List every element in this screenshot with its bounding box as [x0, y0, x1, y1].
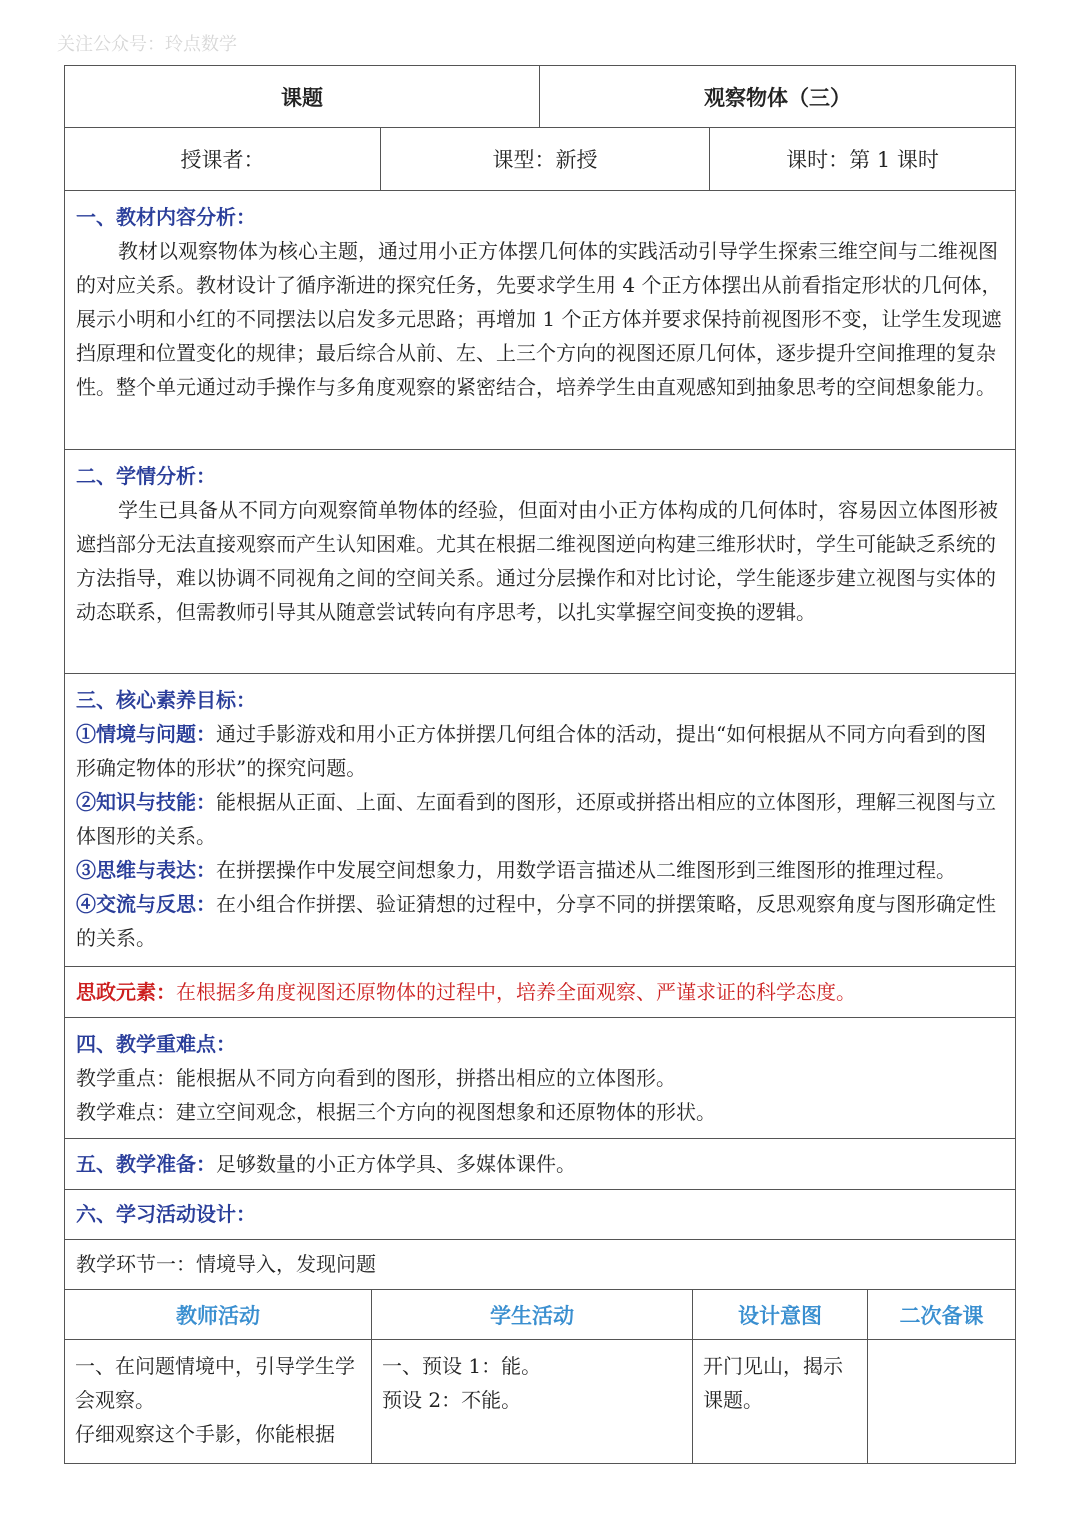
stage-title: 教学环节一：情境导入，发现问题 — [76, 1252, 376, 1276]
section-core-literacy-goals — [64, 674, 1016, 967]
topic-row — [64, 65, 1016, 128]
teacher-activity-line: 仔细观察这个手影，你能根据 — [75, 1422, 335, 1446]
topic-value: 观察物体（三） — [539, 66, 1015, 127]
section-title: 一、教材内容分析： — [76, 205, 256, 229]
topic-label: 课题 — [281, 84, 323, 110]
section-key-difficult-points — [64, 1018, 1016, 1139]
section-ideology — [64, 967, 1016, 1018]
student-activity-line: 预设 2：不能。 — [382, 1388, 522, 1412]
col-design-intent: 设计意图 — [692, 1290, 867, 1339]
section-title: 三、核心素养目标： — [76, 688, 256, 712]
second-prep-cell — [867, 1340, 1015, 1463]
design-intent-text: 开门见山，揭示课题。 — [703, 1354, 843, 1412]
col-student-activity: 学生活动 — [371, 1290, 692, 1339]
key-point: 教学重点：能根据从不同方向看到的图形，拼搭出相应的立体图形。 — [76, 1066, 676, 1090]
goal-item — [76, 887, 1005, 955]
goal-label: ④交流与反思： — [76, 892, 216, 916]
goal-item — [76, 853, 1005, 887]
teacher-activity-cell — [65, 1340, 371, 1463]
student-activity-line: 一、预设 1：能。 — [382, 1354, 542, 1378]
goal-text: 能根据从正面、上面、左面看到的图形，还原或拼搭出相应的立体图形，理解三视图与立体图形的关系。 — [76, 790, 996, 848]
col-teacher-activity: 教师活动 — [176, 1302, 260, 1328]
goal-text: 通过手影游戏和用小正方体拼摆几何组合体的活动，提出“如何根据从不同方向看到的图形确定物体的形状”的探究问题。 — [76, 722, 987, 780]
goal-label: ③思维与表达： — [76, 858, 216, 882]
ideology-text: 在根据多角度视图还原物体的过程中，培养全面观察、严谨求证的科学态度。 — [176, 980, 856, 1004]
activity-row — [64, 1340, 1016, 1464]
section-title: 五、教学准备： — [76, 1152, 216, 1176]
ideology-label: 思政元素： — [76, 980, 176, 1004]
goal-label: ①情境与问题： — [76, 722, 216, 746]
info-row — [64, 128, 1016, 191]
section-body: 教材以观察物体为核心主题，通过用小正方体摆几何体的实践活动引导学生探索三维空间与二维视图的对应关系。教材设计了循序渐进的探究任务，先要求学生用 4 个正方体摆出从前看指定形状的几何体，展示小明和小红的不同摆法以启发多元思路；再增加 1 个正方体并要求保持前视图形不变，让学生发现遮挡原理和位置变化的规律；最后综合从前、左、上三个方向的视图还原几何体，逐步提升空间推理的复杂性。整个单元通过动手操作与多角度观察的紧密结合，培养学生由直观感知到抽象思考的空间想象能力。 — [76, 239, 1002, 399]
section-student-analysis — [64, 450, 1016, 674]
section-activity-design — [64, 1190, 1016, 1240]
lesson-period: 课时：第 1 课时 — [709, 128, 1015, 190]
section-title: 四、教学重难点： — [76, 1032, 236, 1056]
difficult-point: 教学难点：建立空间观念，根据三个方向的视图想象和还原物体的形状。 — [76, 1100, 716, 1124]
goal-item — [76, 717, 1005, 785]
lesson-type: 课型：新授 — [380, 128, 709, 190]
preparation-text: 足够数量的小正方体学具、多媒体课件。 — [216, 1152, 576, 1176]
teacher-activity-line: 一、在问题情境中，引导学生学会观察。 — [75, 1354, 355, 1412]
student-activity-cell — [371, 1340, 692, 1463]
teacher-label: 授课者： — [180, 148, 265, 172]
section-title: 二、学情分析： — [76, 464, 216, 488]
watermark: 关注公众号：玲点数学 — [57, 34, 237, 55]
goal-item — [76, 785, 1005, 853]
section-textbook-analysis — [64, 191, 1016, 450]
lesson-plan-table — [64, 65, 1016, 1464]
design-intent-cell — [692, 1340, 867, 1463]
section-preparation — [64, 1139, 1016, 1190]
goal-label: ②知识与技能： — [76, 790, 216, 814]
teaching-stage — [64, 1240, 1016, 1290]
activity-header-row — [64, 1290, 1016, 1340]
section-title: 六、学习活动设计： — [76, 1202, 256, 1226]
section-body: 学生已具备从不同方向观察简单物体的经验，但面对由小正方体构成的几何体时，容易因立体图形被遮挡部分无法直接观察而产生认知困难。尤其在根据二维视图逆向构建三维形状时，学生可能缺乏系统的方法指导，难以协调不同视角之间的空间关系。通过分层操作和对比讨论，学生能逐步建立视图与实体的动态联系，但需教师引导其从随意尝试转向有序思考，以扎实掌握空间变换的逻辑。 — [76, 498, 998, 624]
col-second-prep: 二次备课 — [867, 1290, 1015, 1339]
goal-text: 在小组合作拼摆、验证猜想的过程中，分享不同的拼摆策略，反思观察角度与图形确定性的关系。 — [76, 892, 996, 950]
goal-text: 在拼摆操作中发展空间想象力，用数学语言描述从二维图形到三维图形的推理过程。 — [216, 858, 956, 882]
